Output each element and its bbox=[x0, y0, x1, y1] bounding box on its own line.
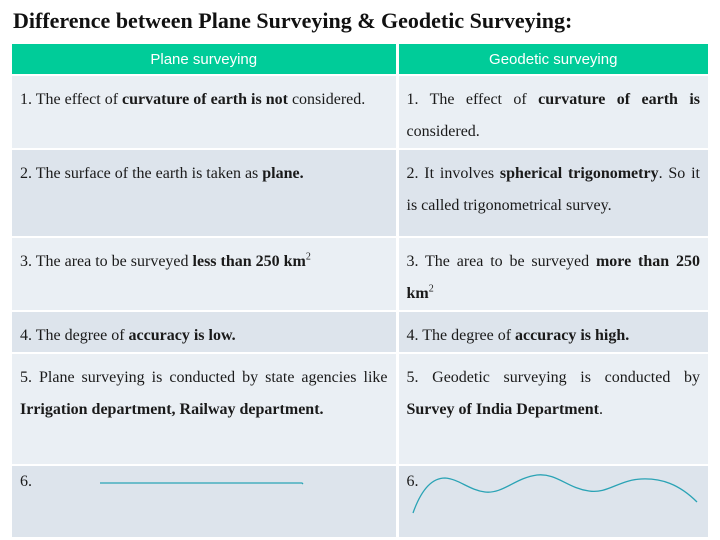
comparison-table bbox=[12, 44, 708, 537]
geodetic-cell-4: 4. The degree of accuracy is high. bbox=[397, 311, 708, 353]
wavy-curve bbox=[413, 475, 697, 513]
table-header-row bbox=[12, 44, 708, 75]
plane-cell-5: 5. Plane surveying is conducted by state agencies like Irrigation department, Railway department. bbox=[12, 353, 397, 465]
geodetic-cell-1: 1. The effect of curvature of earth is considered. bbox=[397, 75, 708, 149]
geodetic-cell-2: 2. It involves spherical trigonometry. So it is called trigonometrical survey. bbox=[397, 149, 708, 237]
table-row bbox=[12, 465, 708, 537]
plane-cell-3: 3. The area to be surveyed less than 250 $km^2$ bbox=[12, 237, 397, 311]
table-row bbox=[12, 353, 708, 465]
plane-item-number: 6. bbox=[20, 473, 32, 490]
plane-cell-2: 2. The surface of the earth is taken as plane. bbox=[12, 149, 397, 237]
table-row bbox=[12, 75, 708, 149]
page-title: Difference between Plane Surveying & Geodetic Surveying: bbox=[13, 8, 573, 33]
geodetic-item-number: 6. bbox=[406, 473, 419, 490]
curved-earth-figure bbox=[407, 466, 702, 536]
table-row bbox=[12, 311, 708, 353]
table-row bbox=[12, 237, 708, 311]
table-row bbox=[12, 149, 708, 237]
flat-line bbox=[100, 483, 303, 484]
plane-cell-1: 1. The effect of curvature of earth is not considered. bbox=[12, 75, 397, 149]
header-geodetic-surveying: Geodetic surveying bbox=[397, 44, 708, 75]
plane-cell-6 bbox=[12, 465, 397, 537]
plane-cell-4: 4. The degree of accuracy is low. bbox=[12, 311, 397, 353]
flat-earth-line-figure bbox=[20, 466, 389, 514]
geodetic-cell-5: 5. Geodetic surveying is conducted by Survey of India Department. bbox=[397, 353, 708, 465]
geodetic-cell-3: 3. The area to be surveyed more than 250 $km^2$ bbox=[397, 237, 708, 311]
geodetic-cell-6 bbox=[397, 465, 708, 537]
header-plane-surveying: Plane surveying bbox=[12, 44, 397, 75]
